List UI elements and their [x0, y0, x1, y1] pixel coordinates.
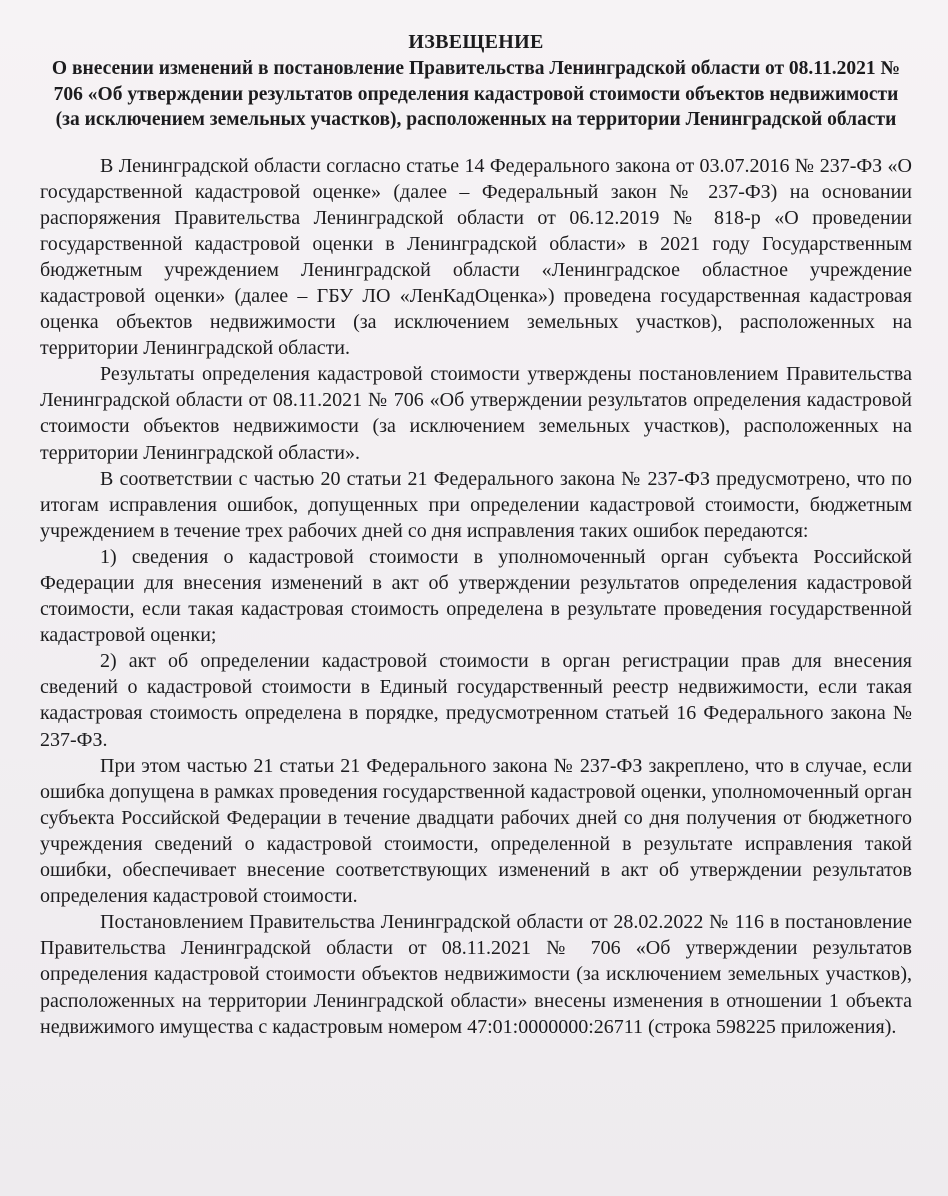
list-item-2: 2) акт об определении кадастровой стоимости в орган регистрации прав для внесения сведений о кадастровой стоимости в Единый государственный реестр недвижимости, если такая кадастровая стоимость определена в порядке, предусмотренном статьей 16 Федерального закона № 237-ФЗ.: [40, 650, 912, 751]
list-item-1: 1) сведения о кадастровой стоимости в уполномоченный орган субъекта Российской Федерации для внесения изменений в акт об утверждении результатов определения кадастровой стоимости, если такая кадастровая стоимость определена в результате проведения государственной кадастровой оценки;: [40, 545, 912, 647]
paragraph: Постановлением Правительства Ленинградской области от 28.02.2022 № 116 в постановление Правительства Ленинградской области от 08.11.2021 № 706 «Об утверждении результатов определения кадастровой стоимости объектов недвижимости (за исключением земельных участков), расположенных на территории Ленинградской области» внесены изменения в отношении 1 объекта недвижимого имущества с кадастровым номером 47:01:0000000:26711 (строка 598225 приложения).: [40, 911, 912, 1038]
document-body: [40, 153, 912, 1040]
paragraph: В соответствии с частью 20 статьи 21 Федерального закона № 237-ФЗ предусмотрено, что по итогам исправления ошибок, допущенных при определении кадастровой стоимости, бюджетным учреждением в течение трех рабочих дней со дня исправления таких ошибок передаются:: [40, 467, 912, 542]
paragraph: В Ленинградской области согласно статье 14 Федерального закона от 03.07.2016 № 237-ФЗ «О государственной кадастровой оценке» (далее – Федеральный закон № 237-ФЗ) на основании распоряжения Правительства Ленинградской области от 06.12.2019 № 818-р «О проведении государственной кадастровой оценки в Ленинградской области» в 2021 году Государственным бюджетным учреждением Ленинградской области «Ленинградское областное учреждение кадастровой оценки» (далее – ГБУ ЛО «ЛенКадОценка») проведена государственная кадастровая оценка объектов недвижимости (за исключением земельных участков), расположенных на территории Ленинградской области.: [40, 154, 912, 360]
paragraph: При этом частью 21 статьи 21 Федерального закона № 237-ФЗ закреплено, что в случае, если ошибка допущена в рамках проведения государственной кадастровой оценки, уполномоченный орган субъекта Российской Федерации в течение двадцати рабочих дней со дня получения от бюджетного учреждения сведений о кадастровой стоимости, определенной в результате исправления такой ошибки, обеспечивает внесение соответствующих изменений в акт об утверждении результатов определения кадастровой стоимости.: [40, 754, 912, 908]
paragraph: Результаты определения кадастровой стоимости утверждены постановлением Правительства Ленинградской области от 08.11.2021 № 706 «Об утверждении результатов определения кадастровой стоимости объектов недвижимости (за исключением земельных участков), расположенных на территории Ленинградской области».: [40, 363, 912, 464]
document-subtitle: О внесении изменений в постановление Правительства Ленинградской области от 08.11.2021 № 706 «Об утверждении результатов определения кадастровой стоимости объектов недвижимости (за исключением земельных участков), расположенных на территории Ленинградской области: [51, 58, 901, 130]
document-title: ИЗВЕЩЕНИЕ: [408, 31, 544, 53]
